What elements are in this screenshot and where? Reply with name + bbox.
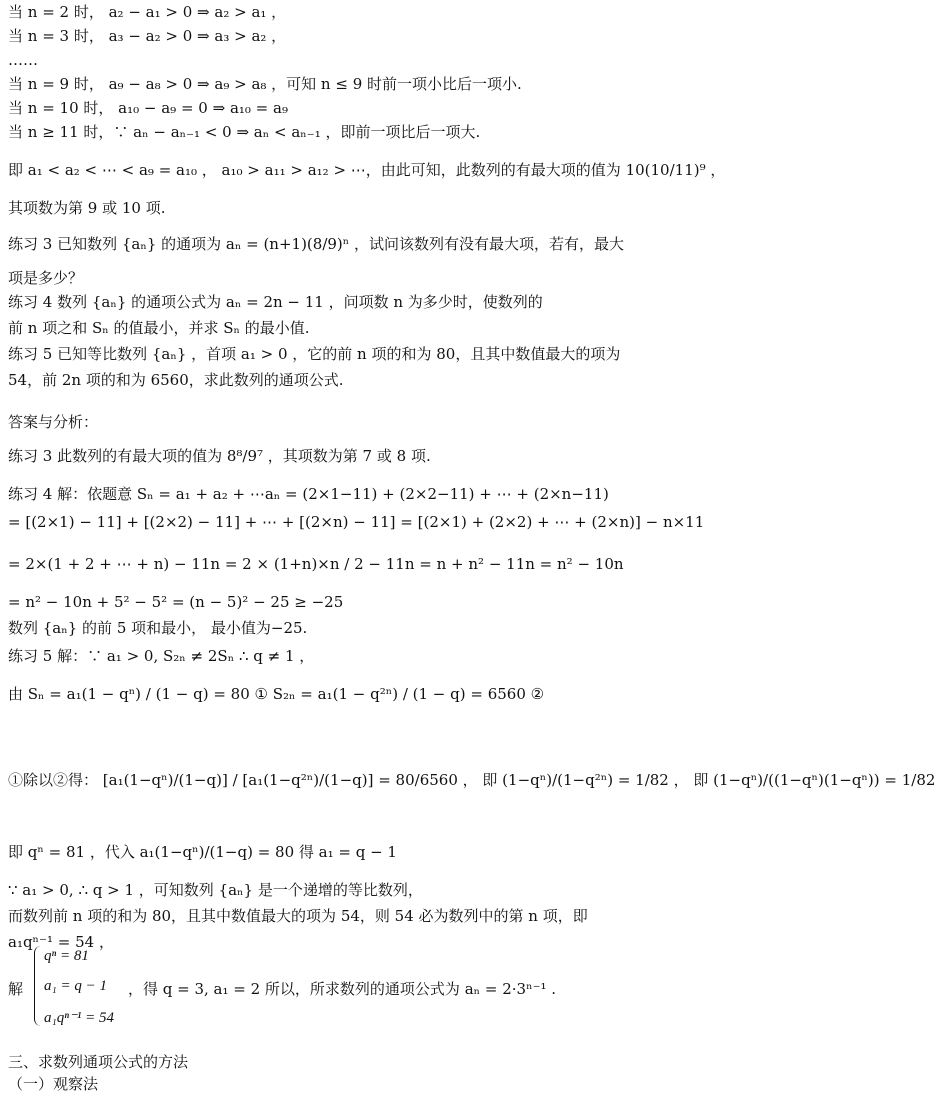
system-result: ，得 q = 3, a₁ = 2 所以，所求数列的通项公式为 aₙ = 2·3ⁿ⁻¹ . <box>128 980 557 998</box>
substitution-step: 即 qⁿ = 81 ，代入 a₁(1−qⁿ)/(1−q) = 80 得 a₁ = q − 1 <box>8 843 397 861</box>
text-line: 当 n = 2 时， a₂ − a₁ > 0 ⇒ a₂ > a₁ ， <box>8 3 287 21</box>
solution-step: = n² − 10n + 5² − 5² = (n − 5)² − 25 ≥ −25 <box>8 593 344 611</box>
text-line: 54，前 2n 项的和为 6560，求此数列的通项公式. <box>8 371 344 389</box>
exercise-3-answer: 练习 3 此数列的有最大项的值为 8⁸/9⁷ ，其项数为第 7 或 8 项. <box>8 447 431 465</box>
system-eq-2: a₁ = q − 1 <box>44 978 107 994</box>
max-value: 10(10/11)⁹ ， <box>625 161 726 179</box>
subsection-title: （一）观察法 <box>8 1075 99 1093</box>
exercise-5-solution: 练习 5 解：∵ a₁ > 0, S₂ₙ ≠ 2Sₙ ∴ q ≠ 1 ， <box>8 647 315 665</box>
exercise-5-question: 练习 5 已知等比数列 {aₙ} ，首项 a₁ > 0 ，它的前 n 项的和为 80，且其中数值最大的项为 <box>8 345 621 363</box>
equations-line: 由 Sₙ = a₁(1 − qⁿ) / (1 − q) = 80 ① S₂ₙ = a₁(1 − q²ⁿ) / (1 − q) = 6560 ② <box>8 685 545 703</box>
text-line: ∵ a₁ > 0, ∴ q > 1 ，可知数列 {aₙ} 是一个递增的等比数列， <box>8 881 423 899</box>
division-step: ①除以②得： [a₁(1−qⁿ)/(1−q)] / [a₁(1−q²ⁿ)/(1−q)] = 80/6560 ， 即 (1−qⁿ)/(1−q²ⁿ) = 1/82 ， 即 (1−qⁿ)/((1−qⁿ)(1−qⁿ)) = 1/82 <box>8 771 935 789</box>
text-line: 前 n 项之和 Sₙ 的值最小，并求 Sₙ 的最小值. <box>8 319 310 337</box>
exercise-3-question: 练习 3 已知数列 {aₙ} 的通项为 aₙ = (n+1)(8/9)ⁿ ，试问该数列有没有最大项，若有，最大 <box>8 235 625 253</box>
solution-step: = 2×(1 + 2 + ⋯ + n) − 11n = 2 × (1+n)×n / 2 − 11n = n + n² − 11n = n² − 10n <box>8 555 624 573</box>
ellipsis-line: …… <box>8 51 38 69</box>
text-line: 当 n ≥ 11 时，∵ aₙ − aₙ₋₁ < 0 ⇒ aₙ < aₙ₋₁ ，即前一项比后一项大. <box>8 123 481 141</box>
text-line: 当 n = 10 时， a₁₀ − a₉ = 0 ⇒ a₁₀ = a₉ <box>8 99 288 117</box>
text-line: a₁qⁿ⁻¹ = 54 ， <box>8 933 114 951</box>
text-line: 而数列前 n 项的和为 80，且其中数值最大的项为 54，则 54 必为数列中的第 n 项，即 <box>8 907 588 925</box>
solution-step: = [(2×1) − 11] + [(2×2) − 11] + ⋯ + [(2×n) − 11] = [(2×1) + (2×2) + ⋯ + (2×n)] − n×11 <box>8 513 705 531</box>
brace-icon <box>34 946 41 1026</box>
text-line: 当 n = 9 时， a₉ − a₈ > 0 ⇒ a₉ > a₈ ，可知 n ≤ 9 时前一项小比后一项小. <box>8 75 522 93</box>
equation-system <box>8 944 568 1032</box>
system-label: 解 <box>8 980 24 998</box>
system-eq-1: qⁿ = 81 <box>44 948 89 964</box>
solution-conclusion: 数列 {aₙ} 的前 5 项和最小， 最小值为−25. <box>8 619 308 637</box>
text-line: 项是多少？ <box>8 269 84 287</box>
conclusion-line <box>8 160 725 180</box>
text-line: 其项数为第 9 或 10 项. <box>8 199 166 217</box>
answers-heading: 答案与分析： <box>8 413 99 431</box>
section-title: 三、求数列通项公式的方法 <box>8 1053 189 1071</box>
inequality-chain: 即 a₁ < a₂ < ⋯ < a₉ = a₁₀ ， a₁₀ > a₁₁ > a₁₂ > ⋯，由此可知，此数列的有最大项的值为 <box>8 161 621 179</box>
system-eq-3: a₁qⁿ⁻¹ = 54 <box>44 1010 114 1026</box>
exercise-4-solution: 练习 4 解：依题意 Sₙ = a₁ + a₂ + ⋯aₙ = (2×1−11) + (2×2−11) + ⋯ + (2×n−11) <box>8 485 609 503</box>
text-line: 当 n = 3 时， a₃ − a₂ > 0 ⇒ a₃ > a₂ ， <box>8 27 287 45</box>
exercise-4-question: 练习 4 数列 {aₙ} 的通项公式为 aₙ = 2n − 11 ，问项数 n 为多少时，使数列的 <box>8 293 543 311</box>
